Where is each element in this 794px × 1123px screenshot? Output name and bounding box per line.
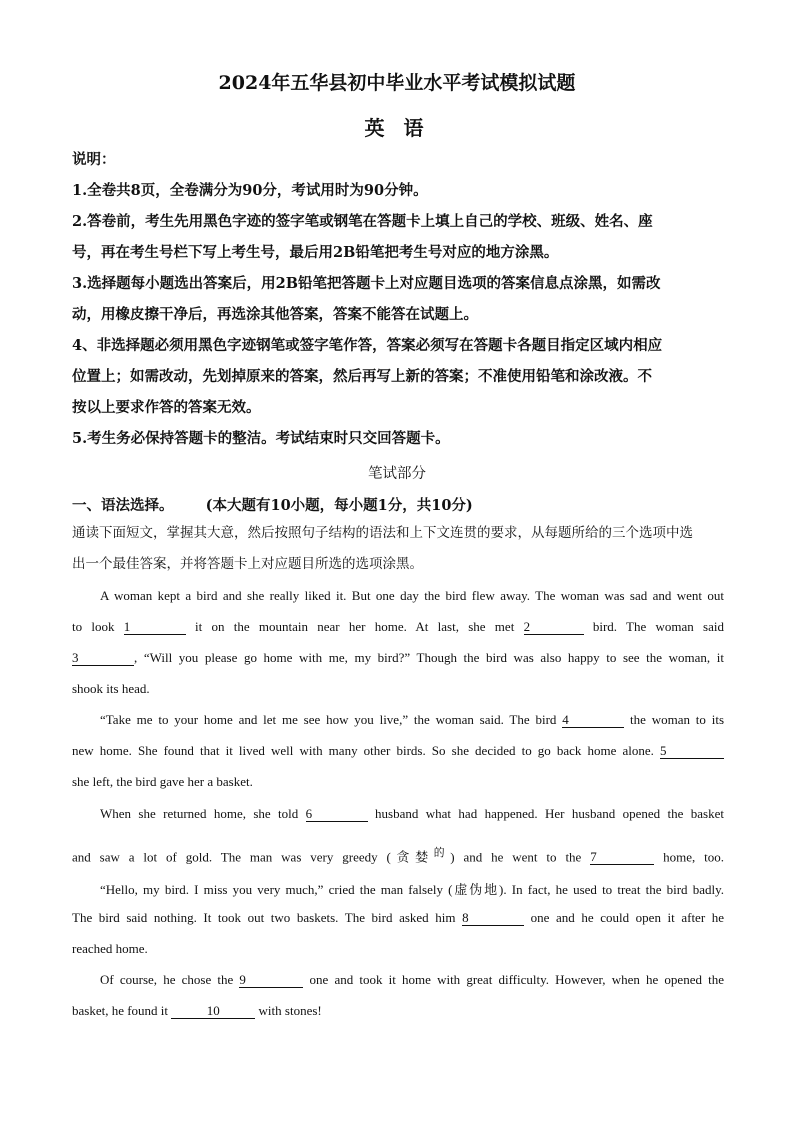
blank-1[interactable]: 1 [124, 619, 186, 635]
passage-line: reached home. [72, 941, 148, 956]
passage-line: she left, the bird gave her a basket. [72, 774, 253, 789]
passage-line: Of course, he chose the 9 one and took it home with great difficulty. However, when he opened the [100, 972, 724, 987]
subject-title: 英 语 [364, 116, 430, 140]
blank-8[interactable]: 8 [462, 910, 524, 926]
blank-10[interactable]: 10 [171, 1003, 255, 1019]
passage-line: 3 , “Will you please go home with me, my bird?” Though the bird was also happy to see the woman, it [72, 650, 724, 665]
section-heading: 笔试部分 [368, 466, 426, 482]
part1-note: (本大题有10小题，每小题1分，共10分) [205, 497, 473, 514]
passage-line: The bird said nothing. It took out two baskets. The bird asked him 8 one and he could open it after he [72, 910, 725, 925]
passage-line: When she returned home, she told 6 husband what had happened. Her husband opened the basket [100, 806, 724, 821]
instructions-heading: 说明： [72, 151, 116, 168]
blank-9[interactable]: 9 [239, 972, 303, 988]
instruction-3b: 动，用橡皮擦干净后，再选涂其他答案，答案不能答在试题上。 [72, 306, 478, 323]
part1-title: 一、语法选择。 [72, 497, 174, 514]
instruction-4b: 位置上；如需改动，先划掉原来的答案，然后再写上新的答案；不准使用铅笔和涂改液。不 [72, 368, 652, 385]
blank-3[interactable]: 3 [72, 650, 134, 666]
instruction-5: 5.考生务必保持答题卡的整洁。考试结束时只交回答题卡。 [72, 430, 450, 447]
passage-line: A woman kept a bird and she really liked it. But one day the bird flew away. The woman was sad and went out [100, 588, 724, 603]
instruction-2b: 号，再在考生号栏下写上考生号，最后用2B铅笔把考生号对应的地方涂黑。 [72, 244, 559, 261]
instruction-4a: 4、非选择题必须用黑色字迹钢笔或签字笔作答，答案必须写在答题卡各题目指定区域内相应 [72, 337, 663, 354]
blank-2[interactable]: 2 [524, 619, 584, 635]
passage-line: basket, he found it 10 with stones! [72, 1003, 322, 1018]
instruction-2a: 2.答卷前，考生先用黑色字迹的签字笔或钢笔在答题卡上填上自己的学校、班级、姓名、座 [72, 213, 653, 230]
passage-line: shook its head. [72, 681, 150, 696]
part1-direction-a: 通读下面短文，掌握其大意，然后按照句子结构的语法和上下文连贯的要求，从每题所给的三个选项中选 [72, 525, 693, 541]
instruction-1: 1.全卷共8页，全卷满分为90分，考试用时为90分钟。 [72, 182, 428, 199]
blank-4[interactable]: 4 [562, 712, 624, 728]
part1-direction-b: 出一个最佳答案，并将答题卡上对应题目所选的选项涂黑。 [72, 556, 423, 572]
instruction-3a: 3.选择题每小题选出答案后，用2B铅笔把答题卡上对应题目选项的答案信息点涂黑，如需改 [72, 275, 661, 292]
blank-7[interactable]: 7 [590, 849, 654, 865]
blank-5[interactable]: 5 [660, 743, 724, 759]
blank-6[interactable]: 6 [306, 806, 368, 822]
instruction-4c: 按以上要求作答的答案无效。 [72, 399, 261, 416]
passage-line: to look 1 it on the mountain near her home. At last, she met 2 bird. The woman said [72, 619, 724, 634]
passage-line: “Hello, my bird. I miss you very much,” cried the man falsely (虚伪地). In fact, he used to treat the bird badly. [100, 882, 724, 897]
passage-line: new home. She found that it lived well with many other birds. So she decided to go back home alone. 5 [72, 743, 724, 759]
passage-line: “Take me to your home and let me see how you live,” the woman said. The bird 4 the woman to its [100, 712, 725, 727]
passage-line: and saw a lot of gold. The man was very greedy (贪婪$^的$) and he went to the 7 home, too. [72, 847, 724, 865]
exam-title: 2024年五华县初中毕业水平考试模拟试题 [218, 72, 576, 94]
part1-heading [72, 494, 722, 515]
